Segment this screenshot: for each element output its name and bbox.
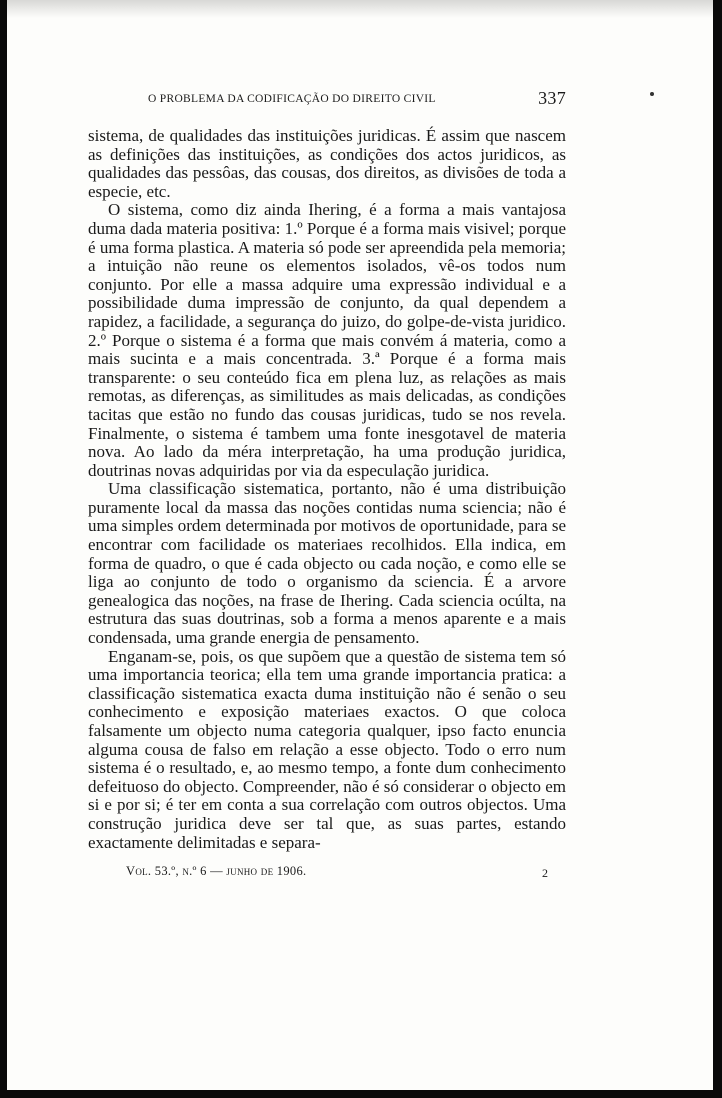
running-head xyxy=(88,88,566,112)
ink-speck xyxy=(650,92,654,96)
sheet-mark: 2 xyxy=(542,866,548,881)
signature-line xyxy=(88,862,566,884)
book-page xyxy=(88,88,566,884)
scan-shadow xyxy=(0,0,722,18)
paragraph: O sistema, como diz ainda Ihering, é a forma a mais vantajosa duma dada materia positiva: 1.º Porque é a forma mais visivel; porque é uma forma plastica. A materia só pode ser apreendida pela memoria; a intuição não reune os elementos isolados, vê-os todos num conjunto. Por elle a massa adquire uma expressão individual e a possibilidade duma impressão de conjunto, da qual dependem a rapidez, a facilidade, a segurança do juizo, do golpe-de-vista juridico. 2.º Porque o sistema é a forma que mais convém á materia, como a mais sucinta e a mais concentrada. 3.ª Porque é a forma mais transparente: o seu conteúdo fica em plena luz, as relações as mais remotas, as diferenças, as similitudes as mais delicadas, as condições tacitas que estão no fundo das cousas juridicas, tudo se nos revela. Finalmente, o sistema é tambem uma fonte inesgotavel de materia nova. Ao lado da méra interpretação, ha uma produção juridica, doutrinas novas adquiridas por via da especulação juridica. xyxy=(88,200,566,480)
scan-border-right xyxy=(713,0,722,1098)
paragraph: Uma classificação sistematica, portanto, não é uma distribuição puramente local da massa das noções contidas numa sciencia; não é uma simples ordem determinada por motivos de oportunidade, para se encontrar com facilidade os materiaes recolhidos. Ella indica, em forma de quadro, o que é cada objecto ou cada noção, e como elle se liga ao conjunto de todo o organismo da sciencia. É a arvore genealogica das noções, na frase de Ihering. Cada sciencia ocúlta, na estrutura das suas doutrinas, sob a forma a menos aparente e a mais condensada, uma grande energia de pensamento. xyxy=(88,479,566,648)
body-text xyxy=(88,127,566,852)
volume-signature: Vol. 53.º, n.º 6 — junho de 1906. xyxy=(126,864,307,879)
paragraph: Enganam-se, pois, os que supõem que a questão de sistema tem só uma importancia teorica; ella tem uma grande importancia pratica: a classificação sistematica exacta duma instituição não é senão o seu conhecimento e exposição materiaes exactos. O que coloca falsamente um objecto numa categoria qualquer, ipso facto enuncia alguma cousa de falso em relação a esse objecto. Todo o erro num sistema é o resultado, e, ao mesmo tempo, a fonte dum conhecimento defeituoso do objecto. Compreender, não é só considerar o objecto em si e por si; é ter em conta a sua correlação com outros objectos. Uma construção juridica deve ser tal que, as suas partes, estando exactamente delimitadas e separa- xyxy=(88,646,567,852)
scan-border-left xyxy=(0,0,7,1098)
scan-border-bottom xyxy=(0,1090,722,1098)
paragraph-continuation: sistema, de qualidades das instituições juridicas. É assim que nascem as definições das instituições, as condições dos actos juridicos, as qualidades das pessôas, das cousas, dos direitos, as divisões de toda a especie, etc. xyxy=(88,126,566,201)
running-title: O PROBLEMA DA CODIFICAÇÃO DO DIREITO CIVIL xyxy=(148,93,436,105)
page-number: 337 xyxy=(538,88,566,108)
